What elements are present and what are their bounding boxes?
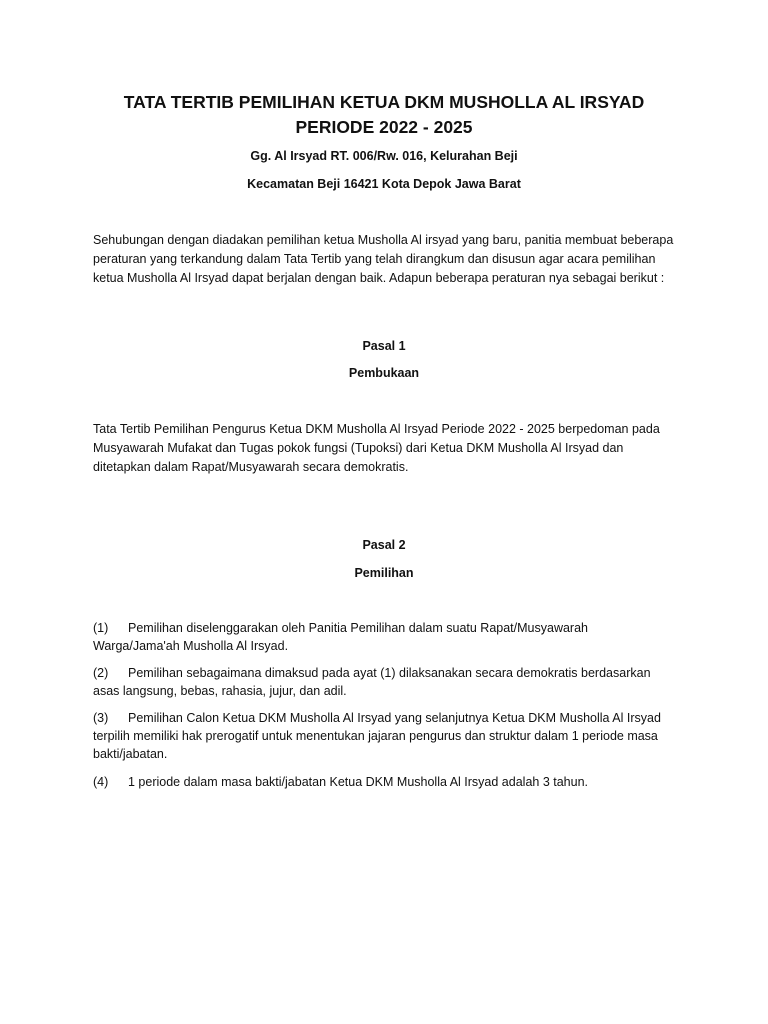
pasal-2-item-1 <box>93 619 673 655</box>
item-number: (2) <box>93 666 109 680</box>
pasal-1-heading: Pembukaan <box>348 366 420 380</box>
pasal-2-item-2 <box>93 664 673 700</box>
pasal-2-item-4 <box>93 773 673 791</box>
item-text: Pemilihan diselenggarakan oleh Panitia Pemilihan dalam suatu Rapat/Musyawarah Warga/Jama'ah Musholla Al Irsyad. <box>93 621 588 653</box>
pasal-2-number: Pasal 2 <box>362 538 406 552</box>
title-line-1: TATA TERTIB PEMILIHAN KETUA DKM MUSHOLLA AL IRSYAD <box>123 92 645 112</box>
item-number: (3) <box>93 711 109 725</box>
pasal-2-heading: Pemilihan <box>354 566 414 580</box>
item-number: (1) <box>93 621 109 635</box>
pasal-2-item-3 <box>93 709 673 763</box>
document-title <box>0 90 768 140</box>
pasal-1-body: Tata Tertib Pemilihan Pengurus Ketua DKM Musholla Al Irsyad Periode 2022 - 2025 berpedoman pada Musyawarah Mufakat dan Tugas pokok fungsi (Tupoksi) dari Ketua DKM Musholla Al Irsyad dan ditetapkan dalam Rapat/Musyawarah secara demokratis. <box>93 422 660 474</box>
item-number: (4) <box>93 775 109 789</box>
item-text: Pemilihan sebagaimana dimaksud pada ayat (1) dilaksanakan secara demokratis berdasarkan asas langsung, bebas, rahasia, jujur, dan adil. <box>93 666 651 698</box>
item-text: Pemilihan Calon Ketua DKM Musholla Al Irsyad yang selanjutnya Ketua DKM Musholla Al Irsyad terpilih memiliki hak prerogatif untuk menentukan jajaran pengurus dan struktur dalam 1 periode masa bakti/jabatan. <box>93 711 661 761</box>
pasal-1-number: Pasal 1 <box>362 339 406 353</box>
item-text: 1 periode dalam masa bakti/jabatan Ketua DKM Musholla Al Irsyad adalah 3 tahun. <box>128 775 588 789</box>
address-line-2: Kecamatan Beji 16421 Kota Depok Jawa Barat <box>247 177 521 191</box>
intro-paragraph: Sehubungan dengan diadakan pemilihan ketua Musholla Al irsyad yang baru, panitia membuat beberapa peraturan yang terkandung dalam Tata Tertib yang telah dirangkum dan disusun agar acara pemilihan ketua Musholla Al Irsyad dapat berjalan dengan baik. Adapun beberapa peraturan nya sebagai berikut : <box>93 233 674 285</box>
address-line-1: Gg. Al Irsyad RT. 006/Rw. 016, Kelurahan Beji <box>250 149 518 163</box>
title-line-2: PERIODE 2022 - 2025 <box>295 117 473 137</box>
